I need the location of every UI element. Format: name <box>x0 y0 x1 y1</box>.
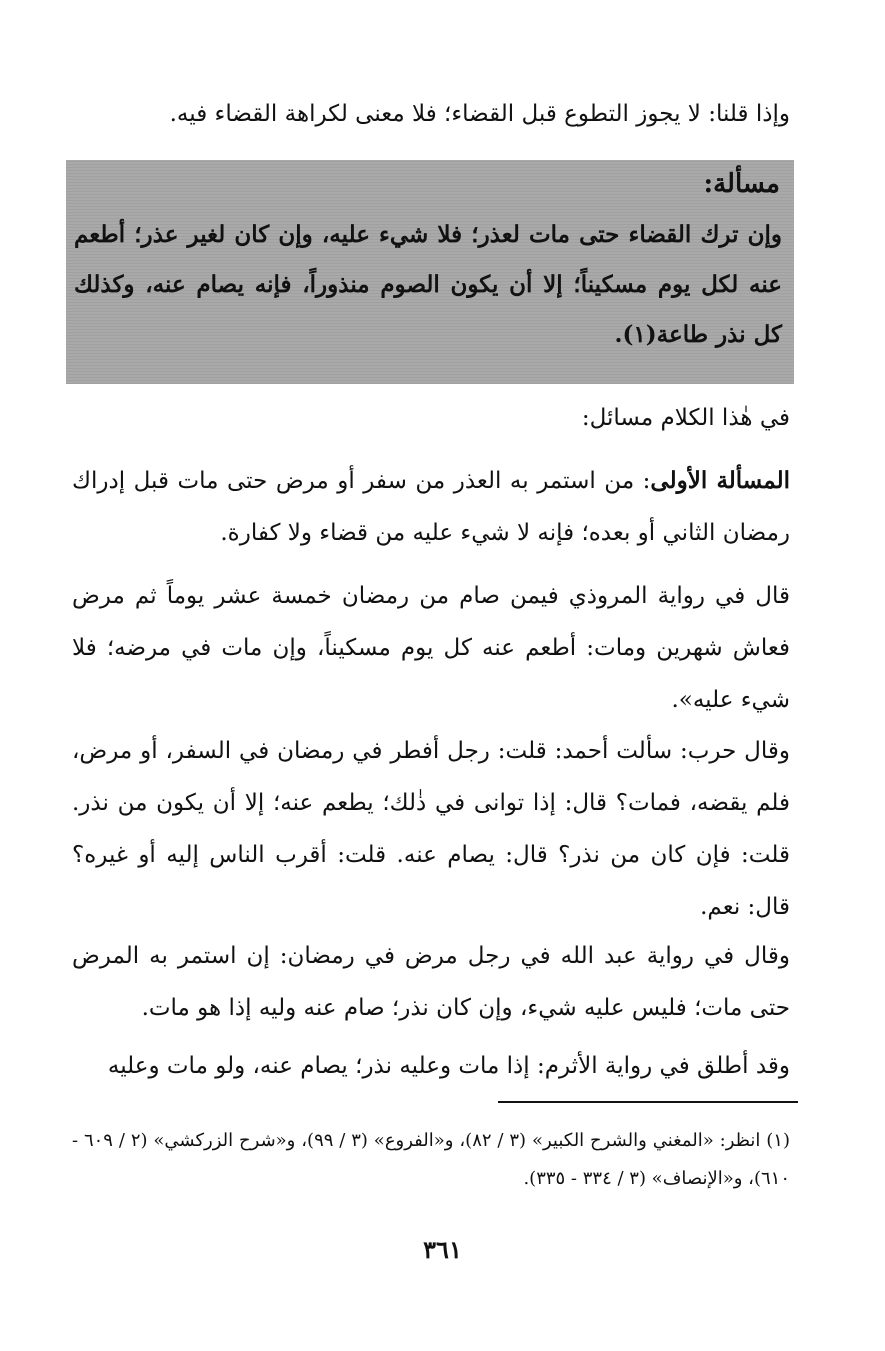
harb-paragraph: وقال حرب: سألت أحمد: قلت: رجل أفطر في رمضان في السفر، أو مرض، فلم يقضه، فمات؟ قال: إذا توانى في ذٰلك؛ يطعم عنه؛ إلا أن يكون من نذر. قلت: فإن كان من نذر؟ قال: يصام عنه. قلت: أقرب الناس إليه أو غيره؟ قال: نعم. <box>72 738 790 920</box>
athram-paragraph: وقد أطلق في رواية الأثرم: إذا مات وعليه نذر؛ يصام عنه، ولو مات وعليه <box>107 1053 790 1079</box>
first-issue-text: : من استمر به العذر من سفر أو مرض حتى مات قبل إدراك رمضان الثاني أو بعده؛ فإنه لا شيء عليه من قضاء ولا كفارة. <box>72 468 790 546</box>
page-number: ٣٦١ <box>423 1235 462 1264</box>
masala-text: وإن ترك القضاء حتى مات لعذر؛ فلا شيء عليه، وإن كان لغير عذر؛ أطعم عنه لكل يوم مسكيناً؛ إلا أن يكون الصوم منذوراً، فإنه يصام عنه، وكذلك كل نذر طاعة(١). <box>74 221 782 348</box>
footnote-divider <box>498 1101 798 1103</box>
masala-highlight-box <box>66 160 794 384</box>
masala-title: مسألة: <box>703 169 780 199</box>
issues-intro: في هٰذا الكلام مسائل: <box>581 405 790 431</box>
opening-paragraph: وإذا قلنا: لا يجوز التطوع قبل القضاء؛ فلا معنى لكراهة القضاء فيه. <box>169 101 790 127</box>
first-issue-paragraph <box>72 455 790 559</box>
first-issue-heading: المسألة الأولى <box>650 467 790 494</box>
marwazi-paragraph: قال في رواية المروذي فيمن صام من رمضان خمسة عشر يوماً ثم مرض فعاش شهرين ومات: أطعم عنه كل يوم مسكيناً، وإن مات في مرضه؛ فلا شيء عليه». <box>72 583 790 713</box>
abdallah-paragraph: وقال في رواية عبد الله في رجل مرض في رمضان: إن استمر به المرض حتى مات؛ فليس عليه شيء، وإن كان نذر؛ صام عنه وليه إذا هو مات. <box>72 943 790 1021</box>
footnote: (١) انظر: «المغني والشرح الكبير» (٣ / ٨٢)، و«الفروع» (٣ / ٩٩)، و«شرح الزركشي» (٢ / ٦٠٩ - ٦١٠)، و«الإنصاف» (٣ / ٣٣٤ - ٣٣٥). <box>72 1130 790 1189</box>
